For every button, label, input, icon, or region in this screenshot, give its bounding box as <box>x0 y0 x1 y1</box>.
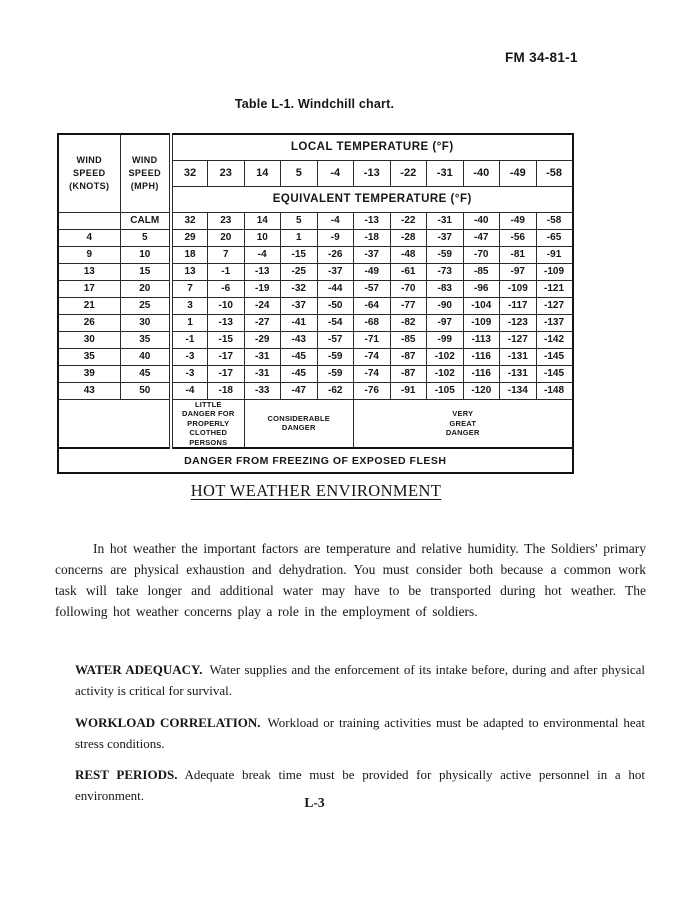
temp-cell: -19 <box>244 280 281 297</box>
table-row <box>58 382 573 399</box>
temp-cell: -57 <box>354 280 391 297</box>
temp-cell: 29 <box>171 229 208 246</box>
temp-cell: 3 <box>171 297 208 314</box>
wind-knots-cell <box>58 212 120 229</box>
temp-cell: -31 <box>244 348 281 365</box>
temp-cell: -134 <box>500 382 537 399</box>
temp-cell: -121 <box>536 280 573 297</box>
temp-cell: -13 <box>354 212 391 229</box>
wind-mph-cell: CALM <box>120 212 171 229</box>
temp-cell: -3 <box>171 348 208 365</box>
page-number: L-3 <box>304 795 325 810</box>
temp-cell: -22 <box>390 212 427 229</box>
wind-speed-mph-header: WIND SPEED (MPH) <box>120 134 171 212</box>
temp-cell: -97 <box>500 263 537 280</box>
temp-cell: -17 <box>208 348 245 365</box>
temp-cell: -1 <box>208 263 245 280</box>
temp-cell: -37 <box>427 229 464 246</box>
temp-column-header: 23 <box>208 160 245 186</box>
temp-cell: -9 <box>317 229 354 246</box>
wind-mph-cell: 30 <box>120 314 171 331</box>
temp-cell: -24 <box>244 297 281 314</box>
temp-cell: -6 <box>208 280 245 297</box>
temp-cell: -37 <box>354 246 391 263</box>
temp-cell: -50 <box>317 297 354 314</box>
wind-speed-knots-header: WIND SPEED (KNOTS) <box>58 134 120 212</box>
temp-cell: -145 <box>536 365 573 382</box>
temp-cell: 5 <box>281 212 318 229</box>
temp-cell: -58 <box>536 212 573 229</box>
temp-cell: -71 <box>354 331 391 348</box>
temp-column-header: -58 <box>536 160 573 186</box>
wind-mph-cell: 10 <box>120 246 171 263</box>
wind-mph-cell: 50 <box>120 382 171 399</box>
wind-knots-cell: 13 <box>58 263 120 280</box>
temp-cell: -41 <box>281 314 318 331</box>
danger-zone-row <box>58 399 573 448</box>
temp-cell: -49 <box>500 212 537 229</box>
doc-reference: FM 34-81-1 <box>505 50 578 65</box>
temp-cell: -37 <box>281 297 318 314</box>
danger-zone-label: CONSIDERABLE DANGER <box>244 399 354 448</box>
temp-cell: -116 <box>463 348 500 365</box>
temp-cell: 10 <box>244 229 281 246</box>
item-term: WORKLOAD CORRELATION. <box>75 715 261 730</box>
temp-cell: -54 <box>317 314 354 331</box>
item-text: Adequate break time must be provided for physically active personnel in a hot environment. <box>75 767 645 803</box>
temp-cell: -70 <box>463 246 500 263</box>
temp-cell: -127 <box>536 297 573 314</box>
temp-cell: -32 <box>281 280 318 297</box>
wind-knots-cell: 39 <box>58 365 120 382</box>
temp-cell: -102 <box>427 348 464 365</box>
temp-column-header: 32 <box>171 160 208 186</box>
wind-mph-cell: 5 <box>120 229 171 246</box>
temp-cell: -61 <box>390 263 427 280</box>
temp-cell: -123 <box>500 314 537 331</box>
temp-cell: -15 <box>281 246 318 263</box>
wind-mph-cell: 45 <box>120 365 171 382</box>
list-item-workload-correlation <box>75 713 645 754</box>
temp-cell: -26 <box>317 246 354 263</box>
table-row <box>58 263 573 280</box>
temp-cell: -29 <box>244 331 281 348</box>
temp-cell: -25 <box>281 263 318 280</box>
temp-cell: -59 <box>317 348 354 365</box>
temp-cell: -109 <box>536 263 573 280</box>
temp-cell: -120 <box>463 382 500 399</box>
local-temperature-header: LOCAL TEMPERATURE (°F) <box>171 134 573 160</box>
list-item-water-adequacy <box>75 660 645 701</box>
temp-cell: -131 <box>500 365 537 382</box>
temp-cell: -142 <box>536 331 573 348</box>
danger-zone-label: LITTLE DANGER FOR PROPERLY CLOTHED PERSONS <box>171 399 244 448</box>
temp-cell: -76 <box>354 382 391 399</box>
temp-cell: -77 <box>390 297 427 314</box>
danger-zone-label: VERY GREAT DANGER <box>354 399 573 448</box>
temp-cell: -17 <box>208 365 245 382</box>
temp-column-header: -4 <box>317 160 354 186</box>
temp-cell: -87 <box>390 365 427 382</box>
temp-column-header: -40 <box>463 160 500 186</box>
temp-cell: -56 <box>500 229 537 246</box>
wind-knots-cell: 17 <box>58 280 120 297</box>
temp-cell: -65 <box>536 229 573 246</box>
temp-cell: -91 <box>536 246 573 263</box>
temp-cell: -85 <box>463 263 500 280</box>
item-text: Workload or training activities must be adapted to environmental heat stress conditions. <box>75 715 645 751</box>
temp-cell: -81 <box>500 246 537 263</box>
temp-column-header: -22 <box>390 160 427 186</box>
temp-cell: 20 <box>208 229 245 246</box>
temp-cell: -104 <box>463 297 500 314</box>
temp-cell: -48 <box>390 246 427 263</box>
table-row <box>58 331 573 348</box>
temp-column-header: -31 <box>427 160 464 186</box>
item-term: WATER ADEQUACY. <box>75 662 203 677</box>
temp-cell: -45 <box>281 348 318 365</box>
temp-cell: -131 <box>500 348 537 365</box>
temp-cell: -102 <box>427 365 464 382</box>
temp-cell: 14 <box>244 212 281 229</box>
wind-knots-cell: 26 <box>58 314 120 331</box>
temp-cell: -117 <box>500 297 537 314</box>
temp-cell: -47 <box>281 382 318 399</box>
temp-cell: -13 <box>244 263 281 280</box>
intro-paragraph: In hot weather the important factors are temperature and relative humidity. The Soldiers' primary concerns are physical exhaustion and dehydration. You must consider both because a common work task will take longer and additional water may have to be transported during hot weather. The following hot weather concerns play a role in the employment of soldiers. <box>55 540 646 620</box>
temp-cell: -31 <box>244 365 281 382</box>
table-row <box>58 229 573 246</box>
temp-cell: 7 <box>208 246 245 263</box>
temp-cell: -3 <box>171 365 208 382</box>
temp-cell: -57 <box>317 331 354 348</box>
wind-knots-cell: 43 <box>58 382 120 399</box>
wind-mph-cell: 20 <box>120 280 171 297</box>
table-row <box>58 365 573 382</box>
temp-cell: -70 <box>390 280 427 297</box>
temp-cell: -109 <box>463 314 500 331</box>
item-text: Water supplies and the enforcement of its intake before, during and after physical activity is critical for survival. <box>75 662 645 698</box>
temp-cell: 7 <box>171 280 208 297</box>
temp-cell: -105 <box>427 382 464 399</box>
windchill-table <box>57 133 574 474</box>
temp-cell: -85 <box>390 331 427 348</box>
temp-cell: -62 <box>317 382 354 399</box>
table-row <box>58 246 573 263</box>
temp-cell: -59 <box>317 365 354 382</box>
temp-cell: 18 <box>171 246 208 263</box>
temp-cell: -73 <box>427 263 464 280</box>
table-caption: Table L-1. Windchill chart. <box>234 97 395 111</box>
temp-cell: -1 <box>171 331 208 348</box>
section-heading: HOT WEATHER ENVIRONMENT <box>190 481 442 500</box>
temp-cell: -15 <box>208 331 245 348</box>
wind-mph-cell: 25 <box>120 297 171 314</box>
danger-empty-cell <box>58 399 171 448</box>
temp-column-header: -49 <box>500 160 537 186</box>
temp-cell: -33 <box>244 382 281 399</box>
temp-cell: -40 <box>463 212 500 229</box>
temp-cell: -10 <box>208 297 245 314</box>
temp-cell: -31 <box>427 212 464 229</box>
temp-cell: -113 <box>463 331 500 348</box>
temp-cell: 1 <box>171 314 208 331</box>
temp-cell: -74 <box>354 348 391 365</box>
wind-mph-cell: 15 <box>120 263 171 280</box>
temp-cell: -47 <box>463 229 500 246</box>
temp-cell: -37 <box>317 263 354 280</box>
temp-cell: -82 <box>390 314 427 331</box>
temp-column-header: -13 <box>354 160 391 186</box>
temp-cell: -148 <box>536 382 573 399</box>
temp-cell: -68 <box>354 314 391 331</box>
table-row <box>58 348 573 365</box>
wind-mph-cell: 35 <box>120 331 171 348</box>
temp-cell: -97 <box>427 314 464 331</box>
temp-cell: -90 <box>427 297 464 314</box>
table-row <box>58 314 573 331</box>
table-row <box>58 297 573 314</box>
temp-cell: -18 <box>354 229 391 246</box>
temp-column-header: 14 <box>244 160 281 186</box>
temp-cell: -43 <box>281 331 318 348</box>
wind-knots-cell: 30 <box>58 331 120 348</box>
temp-cell: -64 <box>354 297 391 314</box>
temp-cell: -13 <box>208 314 245 331</box>
freezing-banner-row <box>58 448 573 473</box>
freezing-danger-banner: DANGER FROM FREEZING OF EXPOSED FLESH <box>58 448 573 473</box>
temp-cell: -83 <box>427 280 464 297</box>
temp-cell: -27 <box>244 314 281 331</box>
temp-cell: -127 <box>500 331 537 348</box>
temp-cell: 32 <box>171 212 208 229</box>
temp-cell: 23 <box>208 212 245 229</box>
wind-knots-cell: 35 <box>58 348 120 365</box>
temp-cell: -4 <box>244 246 281 263</box>
equivalent-temperature-header: EQUIVALENT TEMPERATURE (°F) <box>171 186 573 212</box>
temp-cell: -96 <box>463 280 500 297</box>
temp-cell: -44 <box>317 280 354 297</box>
temp-cell: -4 <box>171 382 208 399</box>
temp-cell: -91 <box>390 382 427 399</box>
wind-knots-cell: 21 <box>58 297 120 314</box>
temp-cell: 1 <box>281 229 318 246</box>
wind-knots-cell: 9 <box>58 246 120 263</box>
temp-cell: -45 <box>281 365 318 382</box>
temp-cell: -18 <box>208 382 245 399</box>
temp-cell: -99 <box>427 331 464 348</box>
temp-cell: -59 <box>427 246 464 263</box>
wind-knots-cell: 4 <box>58 229 120 246</box>
item-term: REST PERIODS. <box>75 767 178 782</box>
table-row <box>58 212 573 229</box>
temp-cell: -74 <box>354 365 391 382</box>
temp-cell: 13 <box>171 263 208 280</box>
temp-cell: -49 <box>354 263 391 280</box>
temp-cell: -137 <box>536 314 573 331</box>
wind-mph-cell: 40 <box>120 348 171 365</box>
temp-cell: -4 <box>317 212 354 229</box>
temp-cell: -87 <box>390 348 427 365</box>
temp-cell: -145 <box>536 348 573 365</box>
temp-cell: -28 <box>390 229 427 246</box>
temp-cell: -109 <box>500 280 537 297</box>
temp-column-header: 5 <box>281 160 318 186</box>
table-row <box>58 280 573 297</box>
temp-cell: -116 <box>463 365 500 382</box>
